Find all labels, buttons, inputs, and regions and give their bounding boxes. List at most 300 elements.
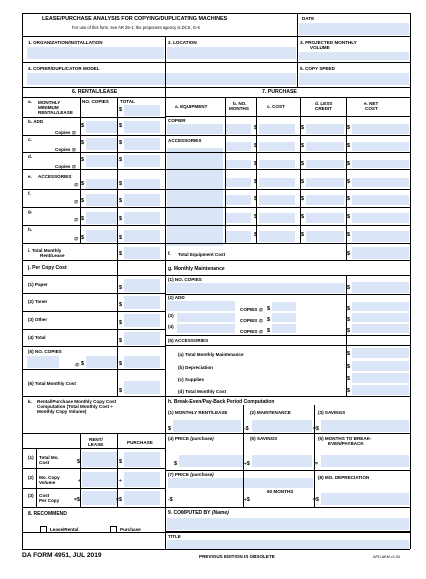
row-f-rate-field[interactable] xyxy=(86,194,117,206)
org-label: 1. ORGANIZATION/INSTALLATION xyxy=(28,40,103,45)
dollar: $ xyxy=(301,161,304,167)
at-label: @ xyxy=(74,236,79,241)
location-label: 2. LOCATION xyxy=(168,40,197,45)
col-less-credit: d. LESS xyxy=(315,101,333,106)
dollar: $ xyxy=(246,461,250,467)
purchase-cost-field[interactable] xyxy=(259,160,295,168)
divide-sign: ÷ xyxy=(119,478,122,484)
dollar: $ xyxy=(119,302,122,308)
title-label: TITLE xyxy=(168,534,181,539)
g1-field[interactable] xyxy=(167,283,345,293)
purchase-months-field[interactable] xyxy=(225,142,251,151)
col-rent-lease-2: LEASE xyxy=(88,442,104,447)
dollar: $ xyxy=(119,459,122,465)
total-monthly-rent-label: i. Total Monthly xyxy=(28,248,62,253)
computed-by-label xyxy=(168,511,229,516)
rule-line xyxy=(165,62,166,87)
g6a-label: (a) Total Monthly Maintenance xyxy=(178,352,244,357)
col-net-cost: e. NET xyxy=(364,101,379,106)
g6d-label: (d) Total Monthly Cost xyxy=(178,389,227,394)
g6d-field[interactable] xyxy=(352,385,409,395)
paper-field[interactable] xyxy=(124,279,160,292)
col-no-months-2: MONTHS xyxy=(229,106,249,111)
dollar: $ xyxy=(119,140,122,146)
dollar: $ xyxy=(254,161,257,167)
dollar: $ xyxy=(246,497,250,503)
purchase-net-field[interactable] xyxy=(352,124,409,134)
total-monthly-cost-field[interactable] xyxy=(124,381,160,394)
h7-label-text: (7) PRICE xyxy=(168,472,189,477)
h3-field[interactable] xyxy=(321,420,409,432)
location-field[interactable] xyxy=(167,47,296,59)
monthly-min-field[interactable] xyxy=(124,105,160,116)
dollar: $ xyxy=(119,338,122,344)
h2-field[interactable] xyxy=(252,420,312,432)
copy-speed-label: 5. COPY SPEED xyxy=(300,66,335,71)
g6c-label: (c) Supplies xyxy=(178,377,205,382)
rule-line xyxy=(225,97,226,243)
sixty-months-label: 60 MONTHS xyxy=(267,489,294,494)
equals-dollar: =$ xyxy=(313,497,319,503)
dollar: $ xyxy=(81,361,84,367)
row-d-total-field[interactable] xyxy=(124,155,160,167)
rule-line xyxy=(22,62,410,63)
computed-by-text: 9. COMPUTED BY xyxy=(168,510,211,516)
rule-line xyxy=(22,468,165,469)
copies-at-label: Copies @ xyxy=(55,147,77,152)
dollar: $ xyxy=(119,181,122,187)
copies-at-label: COPIES @ xyxy=(240,307,264,312)
rule-line xyxy=(346,97,347,243)
k1-rent-field[interactable] xyxy=(82,452,117,467)
rule-line xyxy=(22,329,165,330)
h7-field[interactable] xyxy=(168,478,313,488)
rule-line xyxy=(22,396,165,397)
k3-num: (3) xyxy=(28,493,34,498)
g4-field[interactable] xyxy=(177,324,235,333)
no-copies-rate-field[interactable] xyxy=(86,356,117,368)
apd-version: APD AEM v1.00 xyxy=(373,555,401,559)
row-d-letter: d. xyxy=(28,154,33,159)
dollar: $ xyxy=(119,235,122,241)
dollar: $ xyxy=(301,125,304,131)
row-f-total-field[interactable] xyxy=(124,194,160,206)
rule-line xyxy=(80,433,81,507)
divide-sign: ÷ xyxy=(244,461,247,467)
dollar: $ xyxy=(119,285,122,291)
copy-speed-field[interactable] xyxy=(299,73,409,85)
dollar: $ xyxy=(347,232,350,238)
h7-label xyxy=(168,472,214,477)
purchase-credit-field[interactable] xyxy=(306,213,344,223)
purchase-credit-field[interactable] xyxy=(306,124,344,134)
k2-label: Mo. Copy xyxy=(39,475,60,480)
h4-field[interactable] xyxy=(179,455,243,467)
no-copies-total-field[interactable] xyxy=(124,356,160,368)
rule-line xyxy=(165,36,166,62)
minus-dollar: -$ xyxy=(168,497,173,503)
purchase-months-field[interactable] xyxy=(225,178,251,187)
purchase-net-field[interactable] xyxy=(352,178,409,187)
monthly-min-label-3: RENTAL/LEASE xyxy=(38,110,73,115)
rule-line xyxy=(22,507,410,508)
total-field[interactable] xyxy=(124,332,160,345)
dollar: $ xyxy=(81,123,84,129)
purchase-net-field[interactable] xyxy=(352,231,409,242)
row-h-rate-field[interactable] xyxy=(86,230,117,242)
h7-paren: (purchase) xyxy=(190,472,214,477)
row-c-letter: c. xyxy=(28,137,32,142)
dollar: $ xyxy=(301,214,304,220)
monthly-min-label-2: MINIMUM xyxy=(38,105,59,110)
row-c-total-field[interactable] xyxy=(124,138,160,150)
projected-volume-label-2: VOLUME xyxy=(310,45,330,50)
equals-dollar: =$ xyxy=(313,426,319,432)
purchase-cost-field[interactable] xyxy=(259,142,295,151)
rule-line xyxy=(117,275,118,396)
k3-purchase-field[interactable] xyxy=(124,491,160,505)
purchase-credit-field[interactable] xyxy=(306,178,344,187)
copier-model-field[interactable] xyxy=(27,73,296,85)
g1-label: (1) NO. COPIES xyxy=(168,277,202,282)
dollar: $ xyxy=(254,214,257,220)
dollar: $ xyxy=(81,216,84,222)
col-net-cost-2: COST xyxy=(365,106,378,111)
divide-sign: ÷ xyxy=(78,478,81,484)
dollar: $ xyxy=(347,161,350,167)
k3-rent-field[interactable] xyxy=(82,491,117,505)
row-b-label: b. ADD xyxy=(28,119,44,124)
dollar: $ xyxy=(119,123,122,129)
dollar: $ xyxy=(267,328,270,334)
purchase-credit-field[interactable] xyxy=(306,142,344,151)
computed-by-paren: (Name) xyxy=(211,510,229,516)
purchase-net-field[interactable] xyxy=(352,142,409,151)
rule-line xyxy=(22,117,165,118)
purchase-credit-field[interactable] xyxy=(306,195,344,205)
dollar: $ xyxy=(119,157,122,163)
rule-line xyxy=(22,87,410,88)
date-field[interactable] xyxy=(299,23,409,35)
rule-line xyxy=(22,532,410,533)
purchase-months-field[interactable] xyxy=(225,195,251,205)
dollar: $ xyxy=(254,143,257,149)
dollar: $ xyxy=(119,216,122,222)
row-b-rate-field[interactable] xyxy=(86,121,117,133)
h5-field[interactable] xyxy=(252,455,312,467)
form-subtitle: For use of this form, see AR 25-1; the proponent agency is DCS, G-6 xyxy=(72,25,200,30)
purchase-months-field[interactable] xyxy=(225,160,251,168)
purchase-months-field[interactable] xyxy=(225,231,251,242)
k1-num: (1) xyxy=(28,455,34,460)
purchase-net-field[interactable] xyxy=(352,195,409,205)
section-6-title: 6. RENTAL/LEASE xyxy=(72,89,118,95)
purchase-cost-field[interactable] xyxy=(259,231,295,242)
rule-line xyxy=(117,97,118,243)
dollar: $ xyxy=(347,364,350,370)
g4-cost-field[interactable] xyxy=(352,324,409,333)
dollar: $ xyxy=(301,143,304,149)
col-purchase: PURCHASE xyxy=(127,440,153,445)
rule-line xyxy=(165,335,410,336)
k3-label: Cost xyxy=(39,493,50,498)
k2-purchase-field[interactable] xyxy=(124,472,160,487)
dollar: $ xyxy=(347,388,350,394)
purchase-months-field[interactable] xyxy=(225,213,251,223)
rule-line xyxy=(22,488,165,489)
h5-label: (5) SAVINGS xyxy=(250,436,278,441)
rule-line xyxy=(22,293,165,294)
copier-equipment-field[interactable] xyxy=(167,124,223,134)
dollar: $ xyxy=(347,125,350,131)
row-d-rate-field[interactable] xyxy=(86,155,117,167)
col-cost: c. COST xyxy=(267,104,285,109)
dollar: $ xyxy=(81,140,84,146)
g1-cost-field[interactable] xyxy=(352,282,409,293)
copier-model-label: 4. COPIER/DUPLICATOR MODEL xyxy=(28,66,100,71)
f-letter: f. xyxy=(168,251,171,256)
h4-label-text: (4) PRICE xyxy=(168,436,189,441)
h8-label: (8) MO. DEPRECIATION xyxy=(318,475,370,480)
at-label: @ xyxy=(74,199,79,204)
purchase-cost-field[interactable] xyxy=(259,124,295,134)
rule-line xyxy=(22,346,165,347)
at-label: @ xyxy=(74,217,79,222)
toner-field[interactable] xyxy=(124,296,160,309)
row-a-letter: a. xyxy=(28,99,32,104)
dollar: $ xyxy=(347,376,350,382)
rule-line xyxy=(22,13,23,549)
row-g-rate-field[interactable] xyxy=(86,212,117,224)
copies-at-label: COPIES @ xyxy=(240,318,264,323)
break-even-label: h. Break-Even/Pay-Back Period Computation xyxy=(168,399,275,405)
g2-cost-field[interactable] xyxy=(352,302,409,311)
dollar: $ xyxy=(119,361,122,367)
purchase-net-field[interactable] xyxy=(352,160,409,168)
purchase-credit-field[interactable] xyxy=(306,160,344,168)
dollar: $ xyxy=(119,107,122,113)
dollar: $ xyxy=(347,196,350,202)
k1-label-2: Cost xyxy=(39,460,50,465)
other-label: (3) Other xyxy=(28,317,48,322)
row-e-letter: e. xyxy=(28,174,32,179)
monthly-maintenance-label: g. Monthly Maintenance xyxy=(168,266,225,272)
h6-field[interactable] xyxy=(321,455,409,467)
equals-dollar: =$ xyxy=(116,497,122,503)
rule-line xyxy=(165,345,410,346)
g4-rate-field[interactable] xyxy=(272,324,296,333)
monthly-min-label: MONTHLY xyxy=(38,100,61,105)
row-g-letter: g. xyxy=(28,209,33,214)
copies-at-label: COPIES @ xyxy=(240,329,264,334)
g4-label: (4) xyxy=(168,324,174,329)
dollar: $ xyxy=(347,251,350,257)
accessories-label: ACCESSORIES xyxy=(168,138,202,143)
h2-label: (2) MAINTENANCE xyxy=(250,410,291,415)
equals-sign: = xyxy=(315,461,319,467)
rule-line xyxy=(22,369,165,370)
section-7-title: 7. PURCHASE xyxy=(262,89,297,95)
dollar: $ xyxy=(347,179,350,185)
rule-line xyxy=(117,433,118,507)
at-label: @ xyxy=(74,182,79,187)
h1-label: (1) MONTHLY RENT/LEASE xyxy=(168,410,228,415)
dollar: $ xyxy=(301,196,304,202)
other-field[interactable] xyxy=(124,314,160,327)
purchase-net-field[interactable] xyxy=(352,213,409,223)
k1-purchase-field[interactable] xyxy=(124,452,160,467)
dollar: $ xyxy=(301,232,304,238)
g6a-field[interactable] xyxy=(352,348,409,358)
row-c-rate-field[interactable] xyxy=(86,138,117,150)
dollar: $ xyxy=(347,143,350,149)
g2-field[interactable] xyxy=(167,301,235,311)
dollar: $ xyxy=(267,306,270,312)
equals-dollar: =$ xyxy=(74,497,80,503)
rule-line xyxy=(165,116,410,117)
divide-sign: ÷ xyxy=(244,497,247,503)
rule-line xyxy=(410,13,411,549)
dollar: $ xyxy=(347,306,350,312)
accessories-equipment-field[interactable] xyxy=(167,148,223,246)
rule-line xyxy=(22,260,410,261)
copies-at-label: Copies @ xyxy=(55,164,77,169)
form-id: DA FORM 4951, JUL 2019 xyxy=(22,552,102,559)
org-field[interactable] xyxy=(27,47,164,59)
dollar: $ xyxy=(267,317,270,323)
projected-volume-field[interactable] xyxy=(299,52,409,60)
dollar: $ xyxy=(347,351,350,357)
rule-line xyxy=(346,275,347,396)
rule-line xyxy=(297,13,298,87)
rule-line xyxy=(22,243,410,244)
col-equipment: a. EQUIPMENT xyxy=(175,104,208,109)
divide-dollar xyxy=(244,462,250,467)
h6-label: (6) MONTHS TO BREAK- xyxy=(318,436,372,441)
title-field[interactable] xyxy=(167,540,409,549)
row-h-letter: h. xyxy=(28,227,33,232)
h8-field[interactable] xyxy=(321,493,409,505)
row-b-total-field[interactable] xyxy=(124,121,160,133)
projected-volume-label: 3. PROJECTED MONTHLY xyxy=(300,40,357,45)
k-label-3: Monthly Copy Volume) xyxy=(37,409,87,414)
k2-rent-field[interactable] xyxy=(82,472,117,487)
g3-rate-field[interactable] xyxy=(272,313,296,322)
k1-label: Total Mo. xyxy=(39,455,59,460)
dollar: $ xyxy=(254,196,257,202)
purchase-credit-field[interactable] xyxy=(306,231,344,242)
copies-at-label: Copies @ xyxy=(55,130,77,135)
g3-cost-field[interactable] xyxy=(352,313,409,322)
row-g-total-field[interactable] xyxy=(124,212,160,224)
dollar: $ xyxy=(254,232,257,238)
divide-dollar xyxy=(244,498,250,503)
g6b-field[interactable] xyxy=(352,361,409,371)
copier-label: COPIER xyxy=(168,118,186,123)
row-e-rate-field[interactable] xyxy=(86,179,117,189)
dollar: $ xyxy=(119,198,122,204)
col-rent-lease: RENT/ xyxy=(89,437,103,442)
dollar: $ xyxy=(347,317,350,323)
rule-line xyxy=(165,531,410,532)
dollar: $ xyxy=(119,388,122,394)
rule-line xyxy=(22,36,410,37)
g3-label: (3) xyxy=(168,313,174,318)
g3-field[interactable] xyxy=(177,313,235,322)
row-h-total-field[interactable] xyxy=(124,230,160,242)
purchase-cost-field[interactable] xyxy=(259,195,295,205)
date-label: DATE xyxy=(302,16,315,21)
purchase-cost-field[interactable] xyxy=(259,213,295,223)
row-e-label: ACCESSORIES xyxy=(38,174,72,179)
no-copies-label: (5) NO. COPIES xyxy=(28,349,62,354)
k3-label-2: Per Copy xyxy=(39,498,60,503)
dollar: $ xyxy=(347,328,350,334)
dollar: $ xyxy=(168,426,171,432)
rule-line xyxy=(165,294,410,295)
k-label-2: Computation (Total Monthly Cost ÷ xyxy=(37,404,113,409)
total-monthly-cost-label: (6) Total Monthly Cost xyxy=(28,381,76,386)
dollar: $ xyxy=(347,214,350,220)
rule-line xyxy=(165,396,410,397)
computed-by-field[interactable] xyxy=(167,518,409,530)
row-e-total-field[interactable] xyxy=(124,179,160,189)
dollar: $ xyxy=(254,179,257,185)
rule-line xyxy=(36,448,37,507)
dollar: $ xyxy=(174,461,177,467)
rule-line xyxy=(22,448,165,449)
minus-dollar: -$ xyxy=(244,426,249,432)
rule-line xyxy=(165,470,410,471)
total-equipment-cost-field[interactable] xyxy=(352,247,409,259)
dollar: $ xyxy=(254,125,257,131)
toner-label: (2) Toner xyxy=(28,299,48,304)
k-label: Rental/Purchase Monthly Copy Cost xyxy=(37,399,117,404)
dollar: $ xyxy=(301,179,304,185)
dollar: $ xyxy=(81,235,84,241)
rule-line xyxy=(117,243,118,275)
per-copy-cost-label: j. Per Copy Cost xyxy=(28,265,67,271)
col-less-credit-2: CREDIT xyxy=(315,106,333,111)
lease-rental-label: Lease/Rental xyxy=(50,527,79,532)
g2-rate-field[interactable] xyxy=(272,302,296,311)
form-title: LEASE/PURCHASE ANALYSIS FOR COPYING/DUPLICATING MACHINES xyxy=(42,16,228,22)
col-no-months: b. NO. xyxy=(233,101,247,106)
h1-field[interactable] xyxy=(173,420,241,432)
purchase-months-field[interactable] xyxy=(225,124,251,134)
rule-line xyxy=(346,243,347,260)
recommend-label: 8. RECOMMEND xyxy=(28,511,67,517)
col-total: TOTAL xyxy=(120,99,135,104)
dollar: $ xyxy=(81,198,84,204)
h4-label xyxy=(168,436,214,441)
rule-line xyxy=(22,13,410,14)
rule-line xyxy=(22,275,410,276)
rule-line xyxy=(300,97,301,243)
k-letter: k. xyxy=(28,399,32,404)
total-equipment-cost-label: Total Equipment Cost xyxy=(178,252,226,257)
row-f-letter: f. xyxy=(28,191,31,196)
purchase-cost-field[interactable] xyxy=(259,178,295,187)
h6-label-2: EVEN/PAYBACK xyxy=(328,441,364,446)
g6c-field[interactable] xyxy=(352,373,409,383)
rule-line xyxy=(256,97,257,243)
total-monthly-rent-field[interactable] xyxy=(124,247,160,259)
g6b-label: (b) Depreciation xyxy=(178,365,213,370)
no-copies-field[interactable] xyxy=(27,356,59,368)
paper-label: (1) Paper xyxy=(28,282,48,287)
dollar: $ xyxy=(119,251,122,257)
